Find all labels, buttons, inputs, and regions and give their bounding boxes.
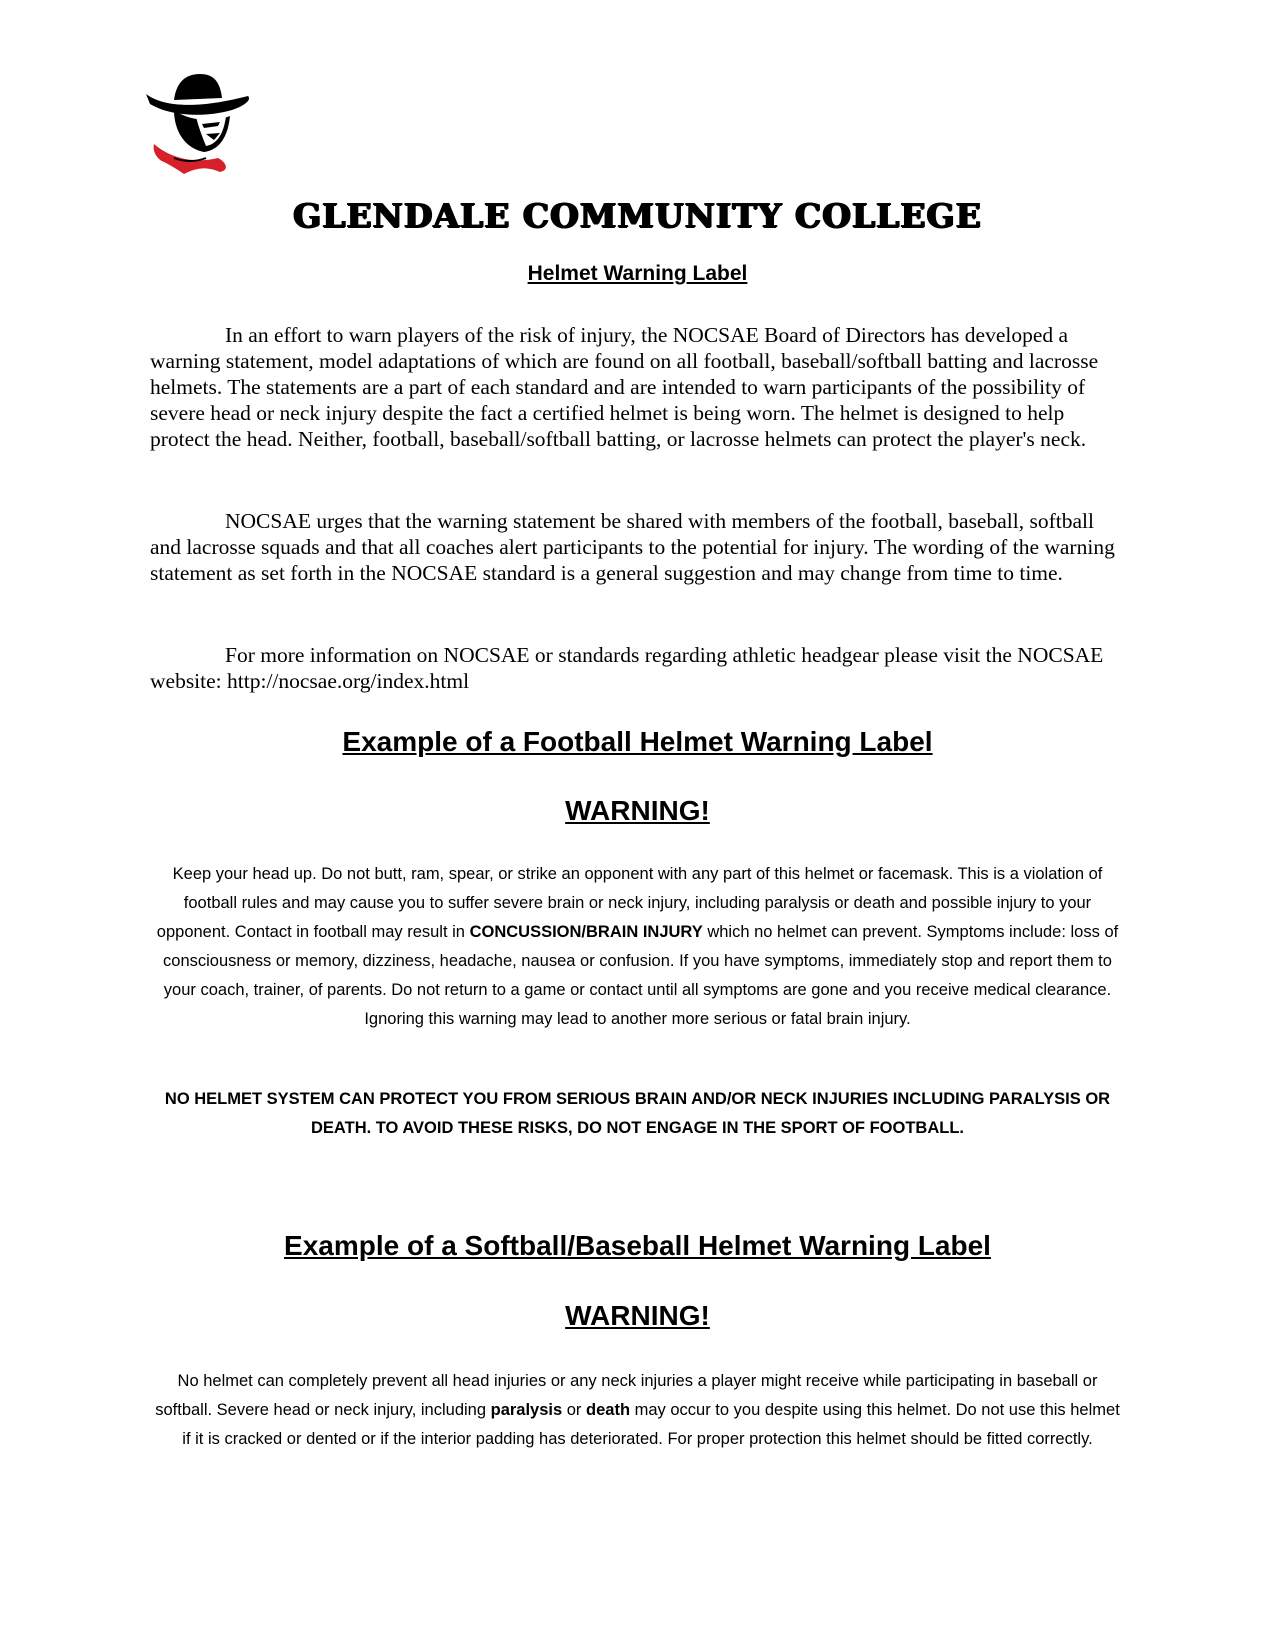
- college-title: GLENDALE COMMUNITY COLLEGE: [293, 196, 982, 235]
- death-emphasis: death: [586, 1401, 631, 1419]
- football-text-part: Keep your head up. Do not butt, ram, spear, or strike an opponent with any part of this helmet or facemask. This is a violation of football rules and may cause you to suffer severe brain or neck injury, including paralysis or death and possible injury to your opponent. Contact in football may result in: [156, 865, 1103, 941]
- football-caps-notice: NO HELMET SYSTEM CAN PROTECT YOU FROM SERIOUS BRAIN AND/OR NECK INJURIES INCLUDING PARALYSIS OR DEATH. TO AVOID THESE RISKS, DO NOT ENGAGE IN THE SPORT OF FOOTBALL.: [164, 1090, 1111, 1137]
- website-paragraph: For more information on NOCSAE or standards regarding athletic headgear please visit the NOCSAE website: http://nocsae.org/index.html: [150, 643, 1104, 693]
- football-warning-heading: WARNING!: [565, 795, 710, 826]
- paralysis-emphasis: paralysis: [490, 1401, 563, 1419]
- softball-text-part: No helmet can completely prevent all head injuries or any neck injuries a player might receive while participating in baseball or softball. Severe head or neck injury, including: [155, 1372, 1098, 1419]
- softball-text-part: may occur to you despite using this helmet. Do not use this helmet if it is cracked or dented or if the interior padding has deteriorated. For proper protection this helmet should be fitted correctly.: [182, 1401, 1120, 1448]
- football-text-part: which no helmet can prevent. Symptoms include: loss of consciousness or memory, dizziness, headache, nausea or confusion. If you have symptoms, immediately stop and report them to your coach, trainer, of parents. Do not return to a game or contact until all symptoms are gone and you receive medical clearance. Ignoring this warning may lead to another more serious or fatal brain injury.: [163, 923, 1119, 1028]
- softball-section-heading: Example of a Softball/Baseball Helmet Warning Label: [284, 1230, 991, 1261]
- softball-warning-heading: WARNING!: [565, 1300, 710, 1331]
- concussion-emphasis: CONCUSSION/BRAIN INJURY: [469, 923, 703, 941]
- softball-warning-text: [150, 1367, 1125, 1454]
- intro-paragraph: In an effort to warn players of the risk of injury, the NOCSAE Board of Directors has developed a warning statement, model adaptations of which are found on all football, baseball/softball batting and lacrosse helmets. The statements are a part of each standard and are intended to warn participants of the possibility of severe head or neck injury despite the fact a certified helmet is being worn. The helmet is designed to help protect the head. Neither, football, baseball/softball batting, or lacrosse helmets can protect the player's neck.: [150, 323, 1099, 451]
- cowboy-mascot-icon: [144, 66, 256, 178]
- page-subtitle: Helmet Warning Label: [527, 262, 748, 285]
- softball-text-part: or: [562, 1401, 587, 1419]
- intro-paragraph: NOCSAE urges that the warning statement be shared with members of the football, baseball, softball and lacrosse squads and that all coaches alert participants to the potential for injury. The wording of the warning statement as set forth in the NOCSAE standard is a general suggestion and may change from time to time.: [150, 509, 1115, 585]
- football-section-heading: Example of a Football Helmet Warning Label: [342, 726, 933, 757]
- football-warning-text: [150, 860, 1125, 1034]
